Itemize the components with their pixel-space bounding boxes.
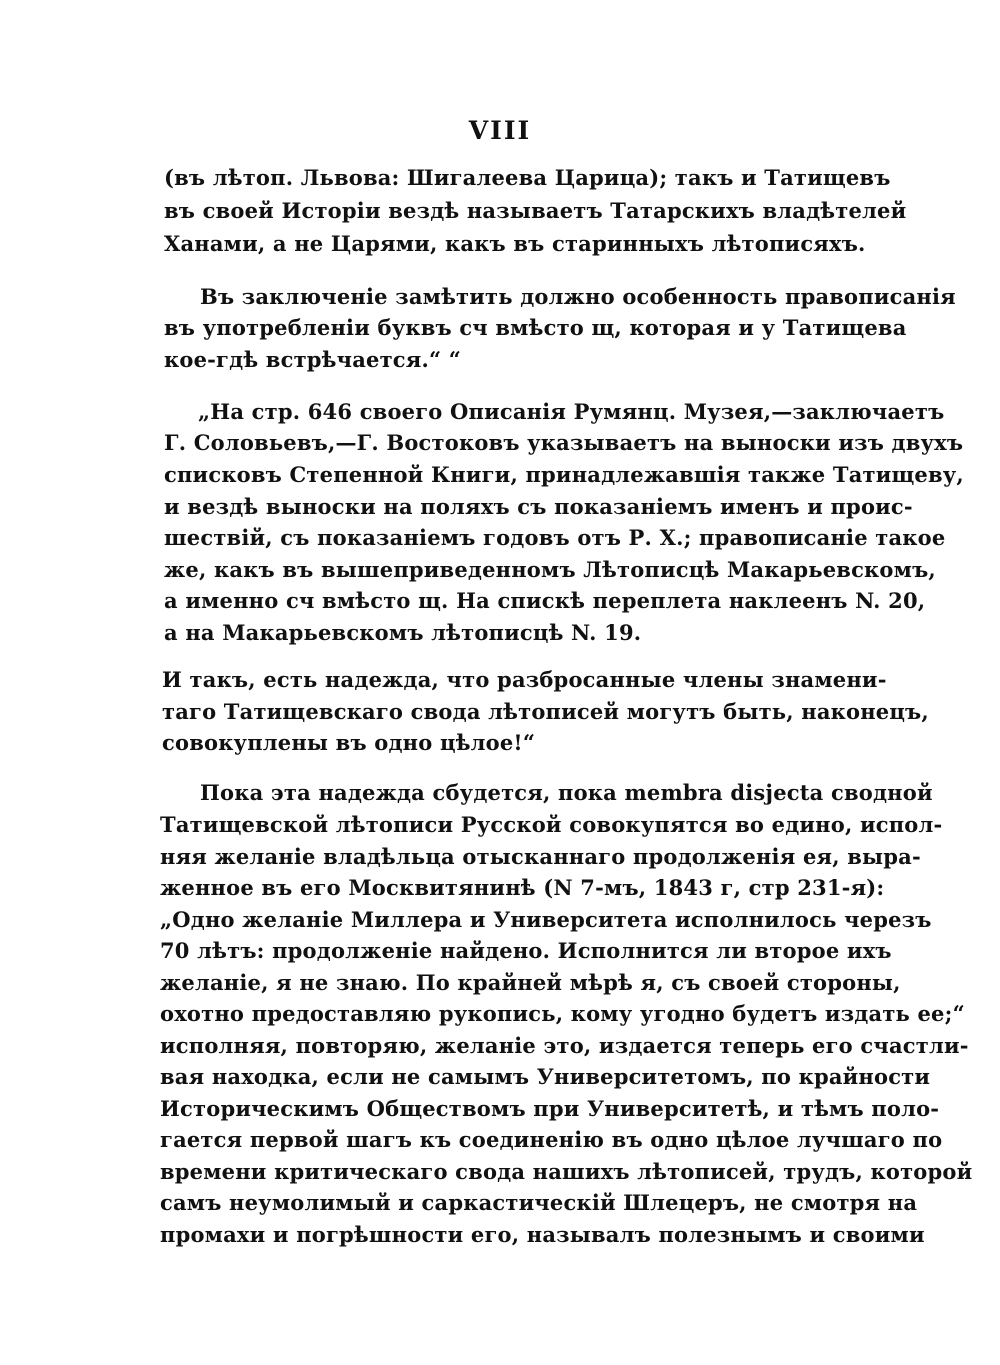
text-line: и вездѣ выноски на поляхъ съ показаніемъ именъ и проис-	[164, 494, 913, 519]
text-line: Въ заключеніе замѣтить должно особенность правописанія	[200, 284, 956, 309]
text-line: женное въ его Москвитянинѣ (N 7-мъ, 1843 г, стр 231-я):	[160, 875, 885, 900]
text-line: исполняя, повторяю, желаніе это, издается теперь его счастли-	[160, 1033, 969, 1058]
text-line: же, какъ въ вышеприведенномъ Лѣтописцѣ Макарьевскомъ,	[164, 557, 936, 582]
text-line: „На стр. 646 своего Описанія Румянц. Музея,—заключаетъ	[198, 399, 945, 424]
text-line: 70 лѣтъ: продолженіе найдено. Исполнится ли второе ихъ	[160, 938, 892, 963]
page-number: VIII	[468, 116, 532, 145]
text-line: промахи и погрѣшности его, называлъ полезнымъ и своими	[160, 1222, 925, 1247]
text-line: списковъ Степенной Книги, принадлежавшія также Татищеву,	[164, 462, 964, 487]
text-line: таго Татищевскаго свода лѣтописей могутъ быть, наконецъ,	[162, 699, 929, 724]
text-line: (въ лѣтоп. Львова: Шигалеева Царица); такъ и Татищевъ	[164, 165, 891, 190]
text-line: няя желаніе владѣльца отысканнаго продолженія ея, выра-	[160, 844, 921, 869]
text-line: а именно сч вмѣсто щ. На спискѣ переплета наклеенъ N. 20,	[164, 588, 926, 613]
text-line: охотно предоставляю рукопись, кому угодно будетъ издать ее;“	[160, 1001, 965, 1026]
text-line: самъ неумолимый и саркастическій Шлецеръ, не смотря на	[160, 1190, 918, 1215]
text-line: гается первой шагъ къ соединенію въ одно цѣлое лучшаго по	[160, 1127, 943, 1152]
text-line: въ своей Исторіи вездѣ называетъ Татарскихъ владѣтелей	[164, 198, 907, 223]
text-line: Г. Соловьевъ,—Г. Востоковъ указываетъ на выноски изъ двухъ	[164, 430, 964, 455]
text-line: шествій, съ показаніемъ годовъ отъ Р. Х.; правописаніе такое	[164, 525, 946, 550]
text-line: въ употребленіи буквъ сч вмѣсто щ, которая и у Татищева	[164, 315, 907, 340]
text-line: времени критическаго свода нашихъ лѣтописей, трудъ, которой	[160, 1159, 973, 1184]
text-line: „Одно желаніе Миллера и Университета исполнилось черезъ	[160, 907, 932, 932]
text-line: совокуплены въ одно цѣлое!“	[162, 730, 536, 755]
text-line: И такъ, есть надежда, что разбросанные члены знамени-	[162, 667, 887, 692]
text-line: вая находка, если не самымъ Университетомъ, по крайности	[160, 1064, 931, 1089]
text-line: желаніе, я не знаю. По крайней мѣрѣ я, съ своей стороны,	[160, 970, 901, 995]
text-line: Татищевской лѣтописи Русской совокупятся во едино, испол-	[160, 812, 943, 837]
text-line: Пока эта надежда сбудется, пока membra disjecta сводной	[200, 780, 933, 805]
text-line: а на Макарьевскомъ лѣтописцѣ N. 19.	[164, 620, 642, 645]
text-line: Историческимъ Обществомъ при Университетѣ, и тѣмъ поло-	[160, 1096, 940, 1121]
text-line: Ханами, а не Царями, какъ въ старинныхъ лѣтописяхъ.	[164, 231, 866, 256]
text-line: кое-гдѣ встрѣчается.“ “	[164, 347, 462, 372]
